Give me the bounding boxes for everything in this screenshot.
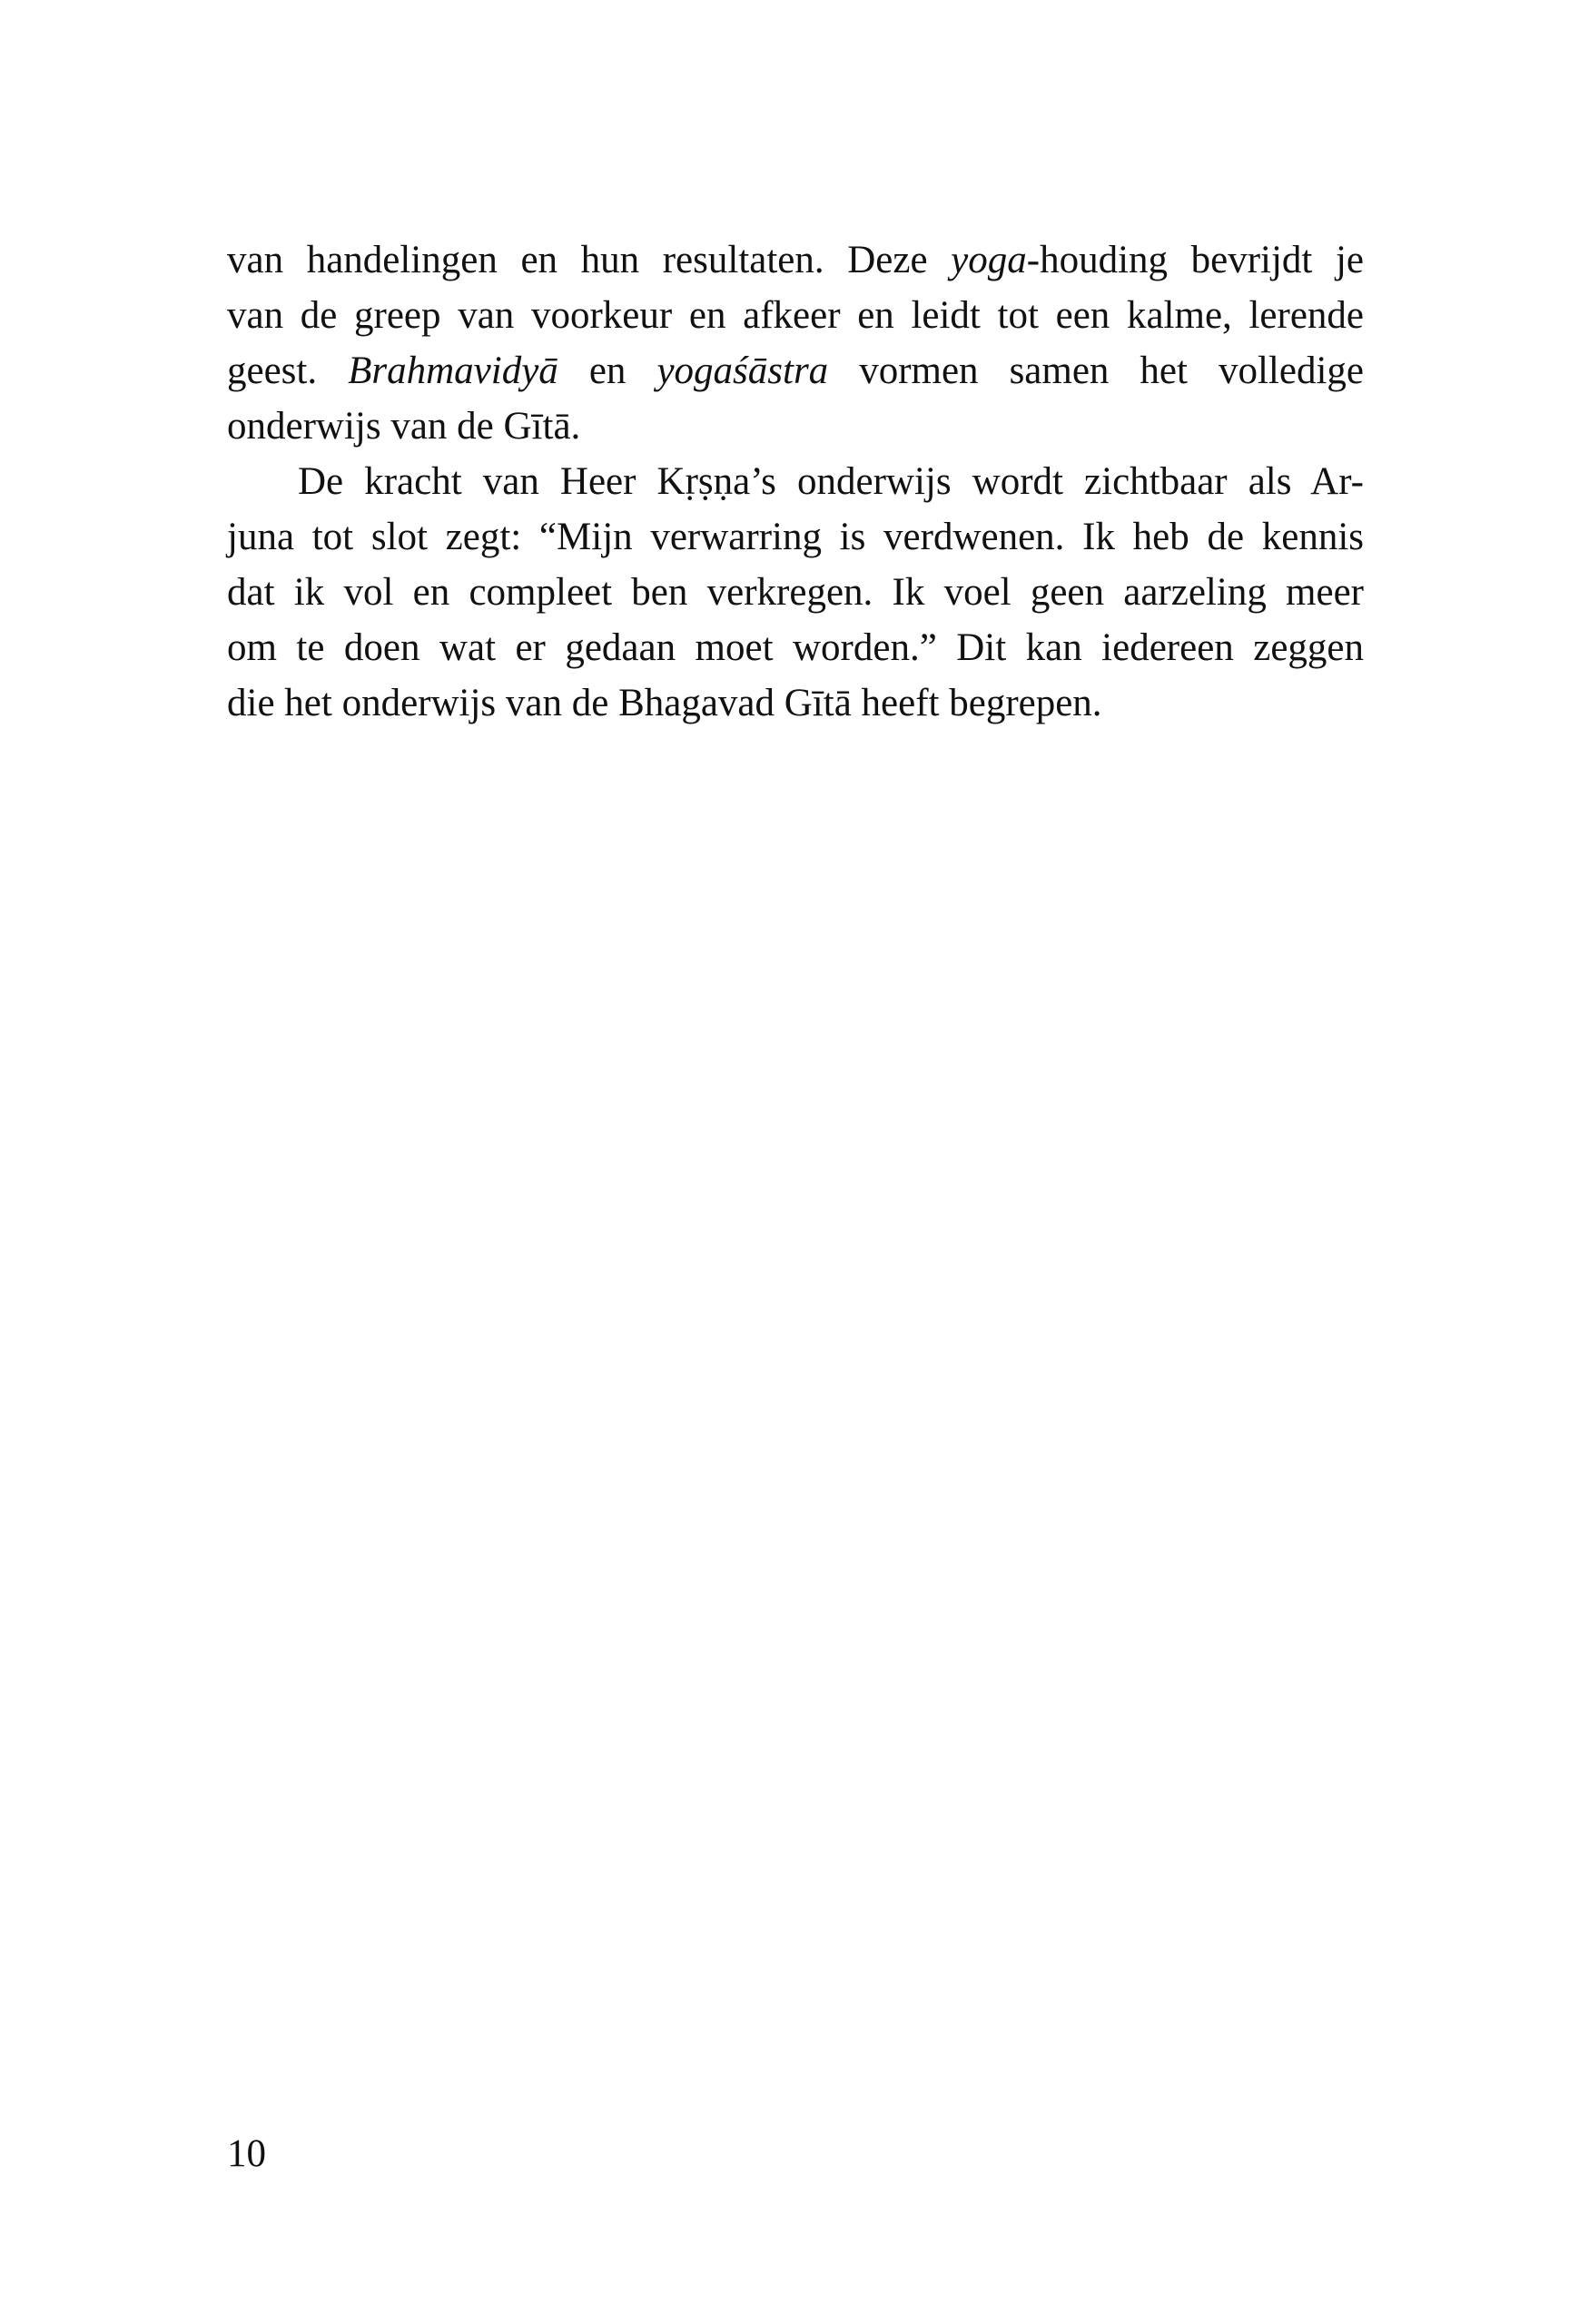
text-run: juna tot slot zegt: “Mijn verwarring is verdwenen. Ik heb de kennis xyxy=(227,516,1364,558)
italic-term: Brahmavidyā xyxy=(348,350,558,392)
text-run: van handelingen en hun resultaten. Deze xyxy=(227,239,952,281)
text-run: geest. xyxy=(227,350,349,392)
text-line xyxy=(227,454,1364,509)
body-text xyxy=(227,232,1364,731)
text-run: onderwijs van de Gītā. xyxy=(227,405,581,448)
text-run: dat ik vol en compleet ben verkregen. Ik voel geen aarzeling meer xyxy=(227,571,1364,614)
paragraph-2 xyxy=(227,454,1364,731)
text-line xyxy=(227,399,1364,454)
text-run: om te doen wat er gedaan moet worden.” Dit kan iedereen zeggen xyxy=(227,626,1364,669)
text-run: -houding bevrijdt je xyxy=(1026,239,1365,281)
text-run: van de greep van voorkeur en afkeer en leidt tot een kalme, lerende xyxy=(227,294,1364,337)
text-line xyxy=(227,343,1364,399)
text-line xyxy=(227,675,1364,731)
text-line xyxy=(227,509,1364,565)
page-number: 10 xyxy=(227,2132,266,2175)
text-run: die het onderwijs van de Bhagavad Gītā heeft begrepen. xyxy=(227,682,1102,724)
text-line xyxy=(227,565,1364,620)
text-line xyxy=(227,288,1364,343)
text-line xyxy=(227,620,1364,675)
text-run: en xyxy=(558,350,657,392)
italic-term: yoga xyxy=(951,239,1027,281)
paragraph-1 xyxy=(227,232,1364,454)
italic-term: yogaśāstra xyxy=(656,350,829,392)
text-line xyxy=(227,232,1364,288)
text-run: De kracht van Heer Kṛṣṇa’s onderwijs wordt zichtbaar als Ar- xyxy=(298,460,1364,503)
text-run: vormen samen het volledige xyxy=(828,350,1364,392)
